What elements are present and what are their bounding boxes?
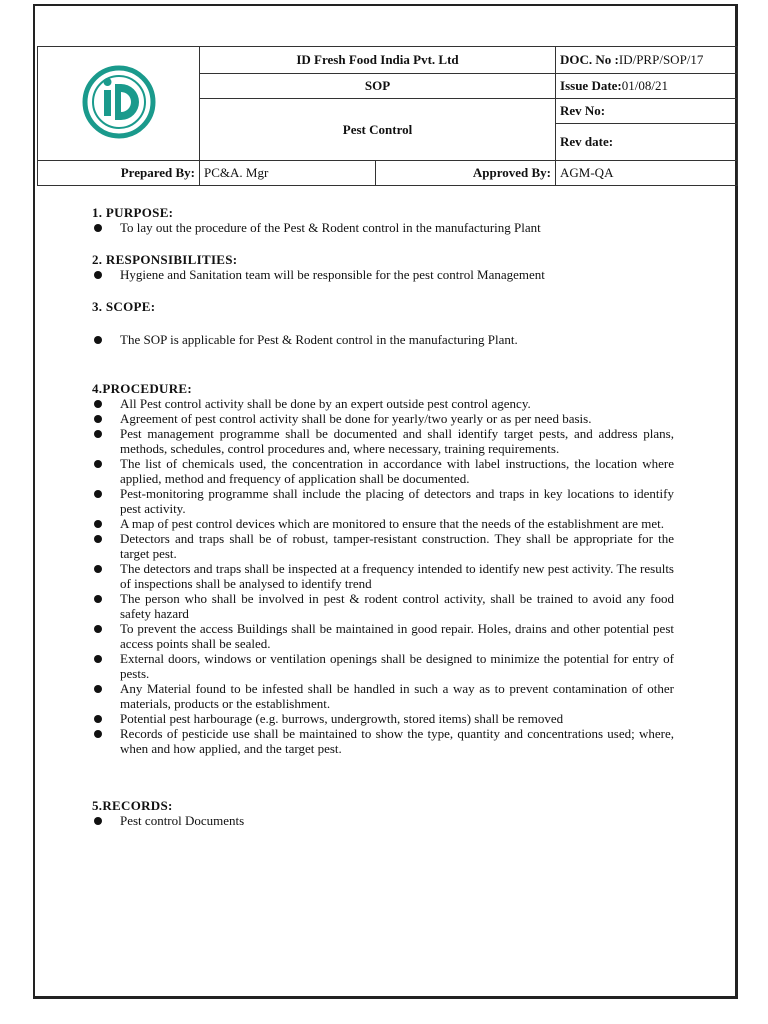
list-item: [92, 651, 674, 681]
list-item: [92, 456, 674, 486]
purpose-list: [92, 220, 674, 235]
document-title: Pest Control: [200, 99, 556, 161]
doc-type: SOP: [200, 74, 556, 99]
responsibilities-section: [92, 252, 674, 282]
list-item: [92, 621, 674, 651]
document-header: [37, 46, 738, 186]
list-item: [92, 681, 674, 711]
bullet-icon: [94, 520, 102, 528]
procedure-section: [92, 381, 674, 756]
list-item-text: Pest control Documents: [120, 813, 245, 828]
list-item: [92, 411, 674, 426]
section-heading: 3. SCOPE:: [92, 299, 156, 314]
issue-date: Issue Date:01/08/21: [556, 74, 738, 99]
document-body: [92, 205, 674, 828]
bullet-icon: [94, 400, 102, 408]
bullet-icon: [94, 460, 102, 468]
list-item: [92, 726, 674, 756]
section-heading: 1. PURPOSE:: [92, 205, 174, 220]
list-item: [92, 396, 674, 411]
bullet-icon: [94, 271, 102, 279]
list-item-text: The list of chemicals used, the concentration in accordance with label instructions, the location where applied, method and frequency of application shall be documented.: [120, 456, 674, 486]
bullet-icon: [94, 655, 102, 663]
list-item: [92, 531, 674, 561]
list-item-text: To prevent the access Buildings shall be maintained in good repair. Holes, drains and other potential pest access points shall be sealed.: [120, 621, 674, 651]
bullet-icon: [94, 336, 102, 344]
bullet-icon: [94, 595, 102, 603]
bullet-icon: [94, 565, 102, 573]
scope-list: [92, 332, 674, 347]
scope-section: [92, 299, 674, 347]
list-item: [92, 486, 674, 516]
list-item-text: Pest management programme shall be documented and shall identify target pests, and address plans, methods, schedules, control procedures and, where necessary, training requirements.: [120, 426, 674, 456]
bullet-icon: [94, 535, 102, 543]
list-item: [92, 267, 674, 282]
list-item-text: A map of pest control devices which are monitored to ensure that the needs of the establishment are met.: [120, 516, 665, 531]
list-item-text: Pest-monitoring programme shall include the placing of detectors and traps in key locations to identify pest activity.: [120, 486, 674, 516]
list-item-text: Records of pesticide use shall be maintained to show the type, quantity and concentrations used; where, when and how applied, and the target pest.: [120, 726, 674, 756]
bullet-icon: [94, 415, 102, 423]
list-item-text: The detectors and traps shall be inspected at a frequency intended to identify new pest activity. The results of inspections shall be analysed to identify trend: [120, 561, 674, 591]
procedure-list: [92, 396, 674, 756]
section-heading: 5.RECORDS:: [92, 798, 173, 813]
list-item-text: The SOP is applicable for Pest & Rodent control in the manufacturing Plant.: [120, 332, 518, 347]
section-heading: 4.PROCEDURE:: [92, 381, 193, 396]
list-item-text: Detectors and traps shall be of robust, tamper-resistant construction. They shall be appropriate for the target pest.: [120, 531, 674, 561]
bullet-icon: [94, 817, 102, 825]
list-item-text: To lay out the procedure of the Pest & Rodent control in the manufacturing Plant: [120, 220, 541, 235]
list-item: [92, 426, 674, 456]
bullet-icon: [94, 730, 102, 738]
bullet-icon: [94, 625, 102, 633]
list-item: [92, 516, 674, 531]
list-item-text: Any Material found to be infested shall be handled in such a way as to prevent contamination of other materials, products or the establishment.: [120, 681, 674, 711]
bullet-icon: [94, 224, 102, 232]
prepared-by-value: PC&A. Mgr: [200, 161, 376, 186]
list-item: [92, 813, 674, 828]
bullet-icon: [94, 430, 102, 438]
list-item-text: All Pest control activity shall be done by an expert outside pest control agency.: [120, 396, 531, 411]
list-item-text: The person who shall be involved in pest & rodent control activity, shall be trained to avoid any food safety hazard: [120, 591, 674, 621]
rev-no: Rev No:: [556, 99, 738, 124]
list-item-text: Hygiene and Sanitation team will be responsible for the pest control Management: [120, 267, 545, 282]
list-item: [92, 591, 674, 621]
id-logo-icon: [64, 62, 174, 142]
section-heading: 2. RESPONSIBILITIES:: [92, 252, 238, 267]
company-name: ID Fresh Food India Pvt. Ltd: [200, 47, 556, 74]
bullet-icon: [94, 715, 102, 723]
list-item-text: External doors, windows or ventilation openings shall be designed to minimize the potential for entry of pests.: [120, 651, 674, 681]
logo-cell: [38, 47, 200, 161]
records-list: [92, 813, 674, 828]
list-item: [92, 220, 674, 235]
approved-by-label: Approved By:: [376, 161, 556, 186]
bullet-icon: [94, 490, 102, 498]
approved-by-value: AGM-QA: [556, 161, 738, 186]
rev-date: Rev date:: [556, 124, 738, 161]
list-item: [92, 561, 674, 591]
list-item: [92, 711, 674, 726]
responsibilities-list: [92, 267, 674, 282]
list-item-text: Agreement of pest control activity shall be done for yearly/two yearly or as per need basis.: [120, 411, 592, 426]
bullet-icon: [94, 685, 102, 693]
list-item: [92, 332, 674, 347]
purpose-section: [92, 205, 674, 235]
doc-number: DOC. No :ID/PRP/SOP/17: [556, 47, 738, 74]
records-section: [92, 798, 674, 828]
list-item-text: Potential pest harbourage (e.g. burrows, undergrowth, stored items) shall be removed: [120, 711, 564, 726]
prepared-by-label: Prepared By:: [38, 161, 200, 186]
